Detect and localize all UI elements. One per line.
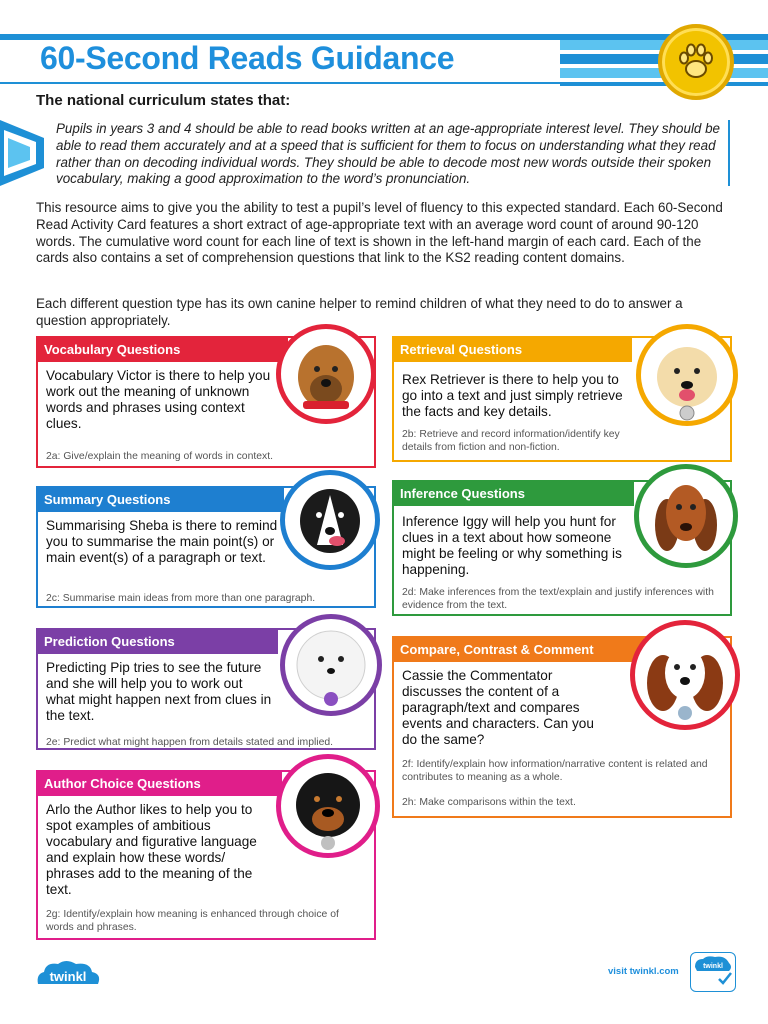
cassie-commentator-dog-icon [630, 620, 740, 730]
card-body: Rex Retriever is there to help you to go into a text and just simply retrieve the facts and key details. [402, 372, 623, 419]
card-title: Compare, Contrast & Comment [394, 638, 644, 662]
arlo-author-dog-icon [276, 754, 380, 858]
card-title: Vocabulary Questions [38, 338, 288, 362]
card-domain-note: 2e: Predict what might happen from details stated and implied. [46, 737, 334, 748]
card-body: Vocabulary Victor is there to help you work out the meaning of unknown words and phrases using context clues. [46, 368, 271, 431]
card-domain-note: 2f: Identify/explain how information/narrative content is related and contributes to meaning as a whole. [402, 759, 708, 783]
curriculum-quote: Pupils in years 3 and 4 should be able to read books written at an age-appropriate interest level. They should be able to read them accurately and at a speed that is sufficient for them to focus on understanding what they read rather than on decoding individual words. They should be able to decode most new words outside their spoken vocabulary, making a good approximation to the word’s pronunciation. [56, 121, 720, 187]
card-domain-note: 2g: Identify/explain how meaning is enhanced through choice of words and phrases. [46, 909, 339, 933]
quote-arrow-icon [0, 120, 44, 186]
card-title: Retrieval Questions [394, 338, 632, 362]
card-body: Cassie the Commentator discusses the content of a paragraph/text and compares events and characters. Can you do the same? [402, 668, 594, 747]
card-title: Prediction Questions [38, 630, 278, 654]
intro-paragraph: This resource aims to give you the ability to test a pupil’s level of fluency to this expected standard. Each 60-Second Read Activity Card features a short extract of age-appropriate text with an average word count of around 90-120 words. The cumulative word count for each line of text is shown in the left-hand margin of each card. Each of the cards also contains a set of comprehension questions that link to the KS2 reading content domains. [36, 200, 723, 266]
card-domain-note-2: 2h: Make comparisons within the text. [402, 797, 576, 808]
badge-text: twinkl [703, 963, 723, 970]
summarising-sheba-dog-icon [280, 470, 380, 570]
vocabulary-victor-dog-icon [276, 324, 376, 424]
quality-badge-icon [690, 952, 736, 992]
curriculum-heading: The national curriculum states that: [36, 92, 291, 109]
logo-text: twinkl [49, 969, 87, 984]
card-domain-note: 2c: Summarise main ideas from more than one paragraph. [46, 593, 316, 604]
card-title: Author Choice Questions [38, 772, 282, 796]
card-body: Inference Iggy will help you hunt for clues in a text about how someone might be feeling or why something is happening. [402, 514, 622, 577]
helper-paragraph: Each different question type has its own canine helper to remind children of what they need to do to answer a question appropriately. [36, 296, 683, 328]
quote-rule [728, 120, 730, 186]
card-body: Summarising Sheba is there to remind you to summarise the main point(s) or main event(s) of a paragraph or text. [46, 518, 278, 565]
header-rule [0, 82, 768, 84]
predicting-pip-dog-icon [280, 614, 382, 716]
card-title: Inference Questions [394, 482, 634, 506]
card-domain-note: 2b: Retrieve and record information/identify key details from fiction and non-fiction. [402, 429, 620, 453]
twinkl-logo[interactable] [34, 956, 104, 995]
rex-retriever-dog-icon [636, 324, 738, 426]
footer-link[interactable]: visit twinkl.com [608, 966, 679, 977]
card-domain-note: 2d: Make inferences from the text/explain and justify inferences with evidence from the text. [402, 587, 714, 611]
page-title: 60-Second Reads Guidance [40, 40, 455, 76]
card-body: Arlo the Author likes to help you to spot examples of ambitious vocabulary and figurative language and explain how these words/ phrases add to the meaning of the text. [46, 802, 257, 897]
inference-iggy-dog-icon [634, 464, 738, 568]
card-body: Predicting Pip tries to see the future and she will help you to work out what might happen next from clues in the text. [46, 660, 272, 723]
card-title: Summary Questions [38, 488, 284, 512]
paw-badge-icon [658, 24, 734, 100]
card-domain-note: 2a: Give/explain the meaning of words in context. [46, 451, 273, 462]
